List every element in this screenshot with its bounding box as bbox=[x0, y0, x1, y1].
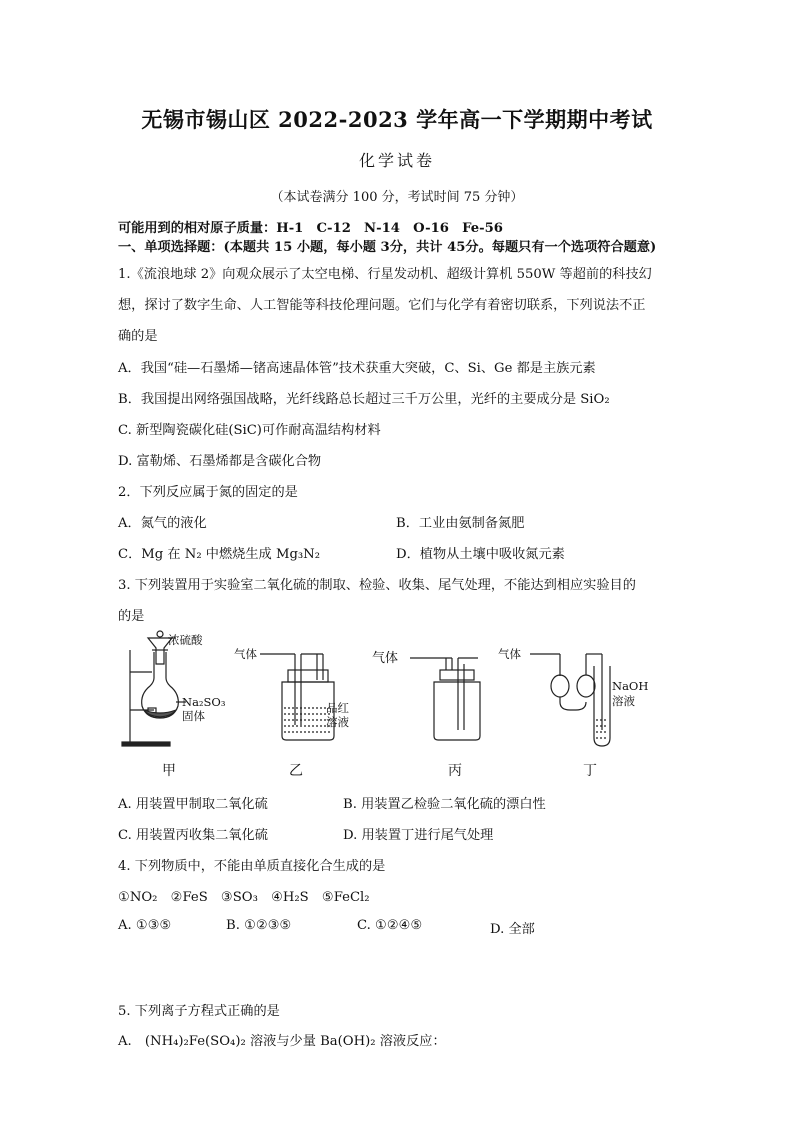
q5-stem: 5. 下列离子方程式正确的是 bbox=[118, 1004, 280, 1019]
q2-option-c: C．Mg 在 N₂ 中燃烧生成 Mg₃N₂ bbox=[118, 547, 320, 562]
q1-option-a: A．我国“硅—石墨烯—锗高速晶体管”技术获重大突破，C、Si、Ge 都是主族元素 bbox=[118, 361, 596, 376]
q4-option-c: C. ①②④⑤ bbox=[357, 918, 423, 933]
q1-stem-line2: 想，探讨了数字生命、人工智能等科技伦理问题。它们与化学有着密切联系，下列说法不正 bbox=[118, 298, 646, 313]
q1-option-b: B．我国提出网络强国战略，光纤线路总长超过三千万公里，光纤的主要成分是 SiO₂ bbox=[118, 392, 610, 407]
label-bing: 丙 bbox=[448, 763, 462, 779]
label-jia: 甲 bbox=[162, 763, 176, 779]
q2-option-b: B．工业由氨制备氮肥 bbox=[396, 516, 525, 531]
apparatus-figure bbox=[110, 630, 670, 755]
label-solid: 固体 bbox=[182, 709, 205, 723]
q2-option-d: D．植物从土壤中吸收氮元素 bbox=[396, 547, 565, 562]
section-heading: 一、单项选择题：(本题共 15 小题，每小题 3分，共计 45分。每题只有一个选项符合题意) bbox=[118, 240, 657, 255]
q1-stem-line1: 1.《流浪地球 2》向观众展示了太空电梯、行星发动机、超级计算机 550W 等超前的科技幻 bbox=[118, 267, 652, 282]
q5-option-a: A. (NH₄)₂Fe(SO₄)₂ 溶液与少量 Ba(OH)₂ 溶液反应： bbox=[118, 1034, 446, 1049]
q3-option-b: B. 用装置乙检验二氧化硫的漂白性 bbox=[343, 797, 546, 812]
q3-stem-line1: 3. 下列装置用于实验室二氧化硫的制取、检验、收集、尾气处理，不能达到相应实验目的 bbox=[118, 578, 636, 593]
q3-stem-line2: 的是 bbox=[118, 609, 145, 624]
q4-items: ①NO₂ ②FeS ③SO₃ ④H₂S ⑤FeCl₂ bbox=[118, 890, 370, 905]
atomic-masses: 可能用到的相对原子质量：H-1 C-12 N-14 O-16 Fe-56 bbox=[118, 221, 503, 236]
q4-stem: 4. 下列物质中，不能由单质直接化合生成的是 bbox=[118, 859, 386, 874]
q4-option-a: A. ①③⑤ bbox=[118, 918, 172, 933]
q2-stem: 2．下列反应属于氮的固定的是 bbox=[118, 485, 298, 500]
q2-option-a: A．氮气的液化 bbox=[118, 516, 207, 531]
label-na2so3: Na₂SO₃ bbox=[182, 695, 226, 709]
exam-note: （本试卷满分 100 分，考试时间 75 分钟） bbox=[270, 190, 524, 205]
apparatus-ding-drawing bbox=[530, 654, 610, 746]
apparatus-bing-drawing bbox=[410, 658, 480, 740]
label-yi: 乙 bbox=[289, 763, 303, 779]
exam-subtitle: 化学试卷 bbox=[358, 151, 435, 170]
label-solution-ding: 溶液 bbox=[612, 694, 635, 708]
q3-option-a: A. 用装置甲制取二氧化硫 bbox=[118, 797, 268, 812]
q3-option-d: D. 用装置丁进行尾气处理 bbox=[343, 828, 494, 843]
apparatus-yi-drawing bbox=[260, 654, 334, 740]
label-ding: 丁 bbox=[583, 763, 597, 779]
label-naoh: NaOH bbox=[612, 679, 649, 693]
q1-stem-line3: 确的是 bbox=[118, 329, 158, 344]
label-gas-bing: 气体 bbox=[372, 651, 399, 666]
q3-option-c: C. 用装置丙收集二氧化硫 bbox=[118, 828, 268, 843]
label-gas-yi: 气体 bbox=[234, 647, 257, 661]
label-gas-ding: 气体 bbox=[498, 647, 521, 661]
q1-option-d: D. 富勒烯、石墨烯都是含碳化合物 bbox=[118, 454, 322, 469]
q4-option-b: B. ①②③⑤ bbox=[226, 918, 292, 933]
label-acid: 浓硫酸 bbox=[168, 633, 203, 647]
label-pinhong: 品红 bbox=[326, 701, 349, 715]
apparatus-jia-drawing bbox=[122, 631, 186, 746]
label-solution-yi: 溶液 bbox=[326, 715, 349, 729]
q4-option-d: D. 全部 bbox=[490, 922, 535, 937]
exam-title: 无锡市锡山区 2022-2023 学年高一下学期期中考试 bbox=[141, 107, 653, 132]
q1-option-c: C. 新型陶瓷碳化硅(SiC)可作耐高温结构材料 bbox=[118, 423, 381, 438]
